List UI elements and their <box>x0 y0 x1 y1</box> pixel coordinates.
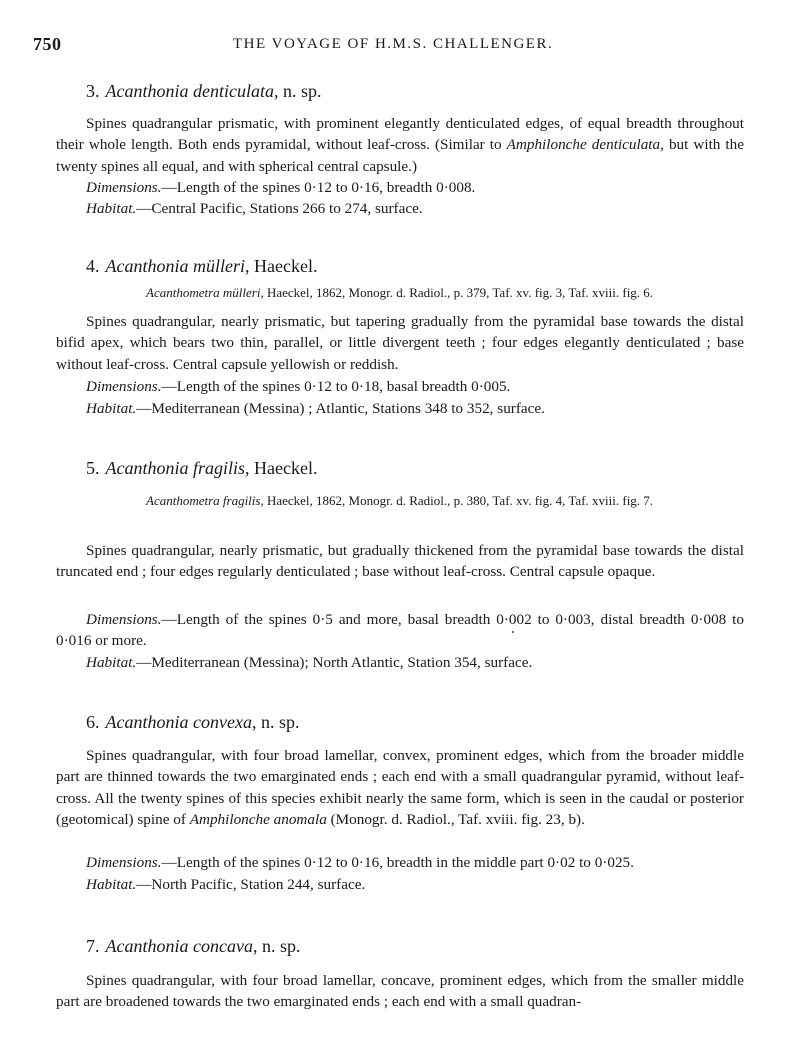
species-description: Spines quadrangular prismatic, with prominent elegantly denticulated edges, of equal breadth throughout their whole length. Both ends pyramidal, without leaf-cross. (Similar to Amphilonche denticulata, but with the twenty spines all equal, and with spherical central capsule.) <box>56 115 744 175</box>
dimensions-line: Dimensions.—Length of the spines 0·12 to 0·16, breadth in the middle part 0·02 to 0·025. <box>86 854 634 871</box>
page-header <box>0 34 800 56</box>
species-name: Acanthonia concava <box>105 936 253 956</box>
species-authority: , n. sp. <box>252 936 301 956</box>
species-description: Spines quadrangular, with four broad lamellar, concave, prominent edges, which from the smaller middle part are broadened towards the two emarginated ends ; each end with a small quadran- <box>56 972 744 1011</box>
species-heading: 6. Acanthonia convexa, n. sp. <box>86 712 300 732</box>
species-heading: 7. Acanthonia concava, n. sp. <box>86 936 301 956</box>
species-authority: , n. sp. <box>273 81 322 101</box>
page-number: 750 <box>33 34 62 54</box>
species-heading: 5. Acanthonia fragilis, Haeckel. <box>86 458 318 478</box>
species-authority: , n. sp. <box>251 712 300 732</box>
dimensions-line: Dimensions.—Length of the spines 0·12 to 0·16, breadth 0·008. <box>86 179 476 196</box>
species-description: Spines quadrangular, nearly prismatic, but gradually thickened from the pyramidal base towards the distal truncated end ; four edges regularly denticulated ; base without leaf-cross. Central capsule opaque. <box>56 542 744 581</box>
species-heading: 3. Acanthonia denticulata, n. sp. <box>86 81 322 101</box>
running-title: THE VOYAGE OF H.M.S. CHALLENGER. <box>233 36 554 52</box>
literature-reference: Acanthometra mülleri, Haeckel, 1862, Monogr. d. Radiol., p. 379, Taf. xv. fig. 3, Taf. xviii. fig. 6. <box>146 285 654 300</box>
habitat-line: Habitat.—Mediterranean (Messina) ; Atlantic, Stations 348 to 352, surface. <box>86 400 545 417</box>
species-heading: 4. Acanthonia mülleri, Haeckel. <box>86 256 318 276</box>
species-name: Acanthonia mülleri <box>105 256 245 276</box>
habitat-line: Habitat.—Mediterranean (Messina); North Atlantic, Station 354, surface. <box>86 654 533 671</box>
dimensions-line: Dimensions.—Length of the spines 0·5 and more, basal breadth 0·002 to 0·003, distal breadth 0·008 to 0·016 or more. <box>56 611 744 650</box>
species-authority: , Haeckel. <box>245 458 318 478</box>
species-name: Acanthonia fragilis <box>105 458 245 478</box>
habitat-line: Habitat.—North Pacific, Station 244, surface. <box>86 876 366 893</box>
species-authority: , Haeckel. <box>244 256 318 276</box>
dimensions-line: Dimensions.—Length of the spines 0·12 to 0·18, basal breadth 0·005. <box>86 378 511 395</box>
literature-reference: Acanthometra fragilis, Haeckel, 1862, Monogr. d. Radiol., p. 380, Taf. xv. fig. 4, Taf. xviii. fig. 7. <box>146 493 654 508</box>
habitat-line: Habitat.—Central Pacific, Stations 266 to 274, surface. <box>86 200 423 217</box>
species-name: Acanthonia convexa <box>105 712 252 732</box>
species-description: Spines quadrangular, with four broad lamellar, convex, prominent edges, which from the broader middle part are thinned towards the two emarginated ends ; each end with a small quadrangular pyramid, without leaf-cross. All the twenty spines of this species exhibit nearly the same form, which is seen in the caudal or posterior (geotomical) spine of Amphilonche anomala (Monogr. d. Radiol., Taf. xviii. fig. 23, b). <box>56 747 744 829</box>
species-name: Acanthonia denticulata <box>105 81 274 101</box>
print-speck <box>512 631 514 633</box>
species-description: Spines quadrangular, nearly prismatic, but tapering gradually from the pyramidal base towards the distal bifid apex, which bears two thin, parallel, or little divergent teeth ; four edges elegantly denticulated ; base without leaf-cross. Central capsule yellowish or reddish. <box>56 313 744 373</box>
